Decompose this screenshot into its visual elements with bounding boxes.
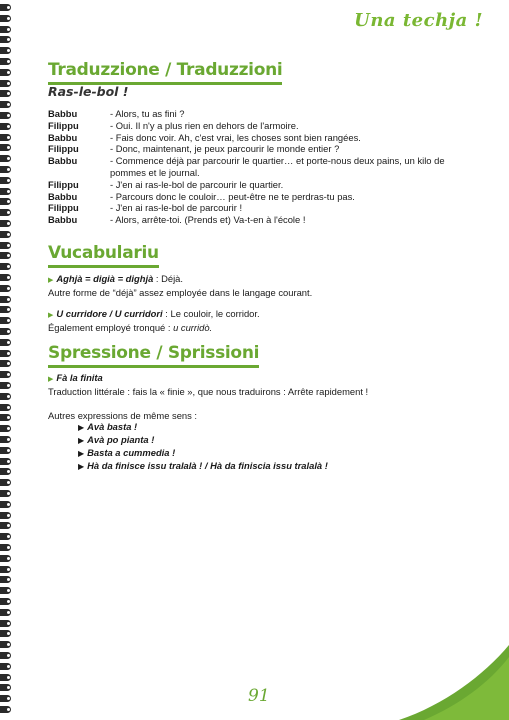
list-item [78,460,478,473]
spiral-ring [0,393,11,400]
spiral-ring [0,4,11,11]
speaker-line: - Donc, maintenant, je peux parcourir le monde entier ? [110,143,340,155]
spiral-ring [0,576,11,583]
speaker-name: Babbu [48,131,78,143]
spiral-ring [0,630,11,637]
speaker-name: Filippu [48,202,79,214]
spiral-ring [0,490,11,497]
spiral-ring [0,69,11,76]
dialogue [48,108,468,226]
vocab-definition: : Le couloir, le corridor. [162,308,260,319]
list-item-text: Avà po pianta ! [87,434,155,446]
vocab-note-prefix: Également employé tronqué : [48,321,174,333]
expression-term: Fà la finita [56,372,103,383]
spiral-ring [0,242,11,249]
expression-others-list [78,421,478,472]
spiral-ring [0,641,11,648]
list-item [78,447,478,460]
page-number: 91 [248,686,270,706]
spiral-ring [0,47,11,54]
section-title-vucabulariu: Vucabulariu [48,243,159,268]
spiral-ring [0,414,11,421]
corner-leaf-decoration [399,645,509,720]
spiral-ring [0,177,11,184]
spiral-ring [0,684,11,691]
spiral-ring [0,652,11,659]
dialogue-line [48,202,468,214]
triangle-bullet-icon: ▶ [48,277,54,284]
speaker-name: Filippu [48,143,79,155]
spiral-ring [0,620,11,627]
speaker-line: - J'en ai ras-le-bol de parcourir le quartier. [110,178,284,190]
vocab-definition: : Déjà. [153,273,183,284]
expression-others-intro: Autres expressions de même sens : [48,409,198,421]
spiral-ring [0,436,11,443]
spiral-ring [0,404,11,411]
notebook-spiral [0,0,16,720]
spiral-ring [0,112,11,119]
vocab-entry-1 [48,273,478,299]
spiral-ring [0,663,11,670]
speaker-name: Babbu [48,108,78,119]
spiral-ring [0,468,11,475]
arrow-bullet-icon: ▶ [78,461,85,471]
section-title-traduzzione: Traduzzione / Traduzzioni [48,60,282,85]
spiral-ring [0,285,11,292]
list-item-text: Avà basta ! [87,421,138,433]
speaker-line: - Fais donc voir. Ah, c'est vrai, les choses sont bien rangées. [110,131,361,143]
expression-translation: Traduction littérale : fais la « finie », que nous traduirons : Arrête rapidement ! [48,385,369,397]
dialogue-subtitle: Ras-le-bol ! [48,84,129,99]
spiral-ring [0,598,11,605]
speaker-name: Filippu [48,119,79,131]
triangle-bullet-icon: ▶ [48,376,54,383]
spiral-ring [0,26,11,33]
spiral-ring [0,522,11,529]
vocab-term: U curridore / U curridori [56,308,163,319]
vocab-note: Autre forme de “déjà” assez employée dans le langage courant. [48,286,313,298]
spiral-ring [0,144,11,151]
speaker-name: Babbu [48,155,78,167]
speaker-line: - Alors, tu as fini ? [110,108,185,119]
dialogue-line [48,108,468,120]
arrow-bullet-icon: ▶ [78,448,85,458]
speaker-name: Babbu [48,190,78,202]
spiral-ring [0,90,11,97]
list-item-text: Basta a cummedia ! [87,446,176,458]
spiral-ring [0,188,11,195]
spiral-ring [0,501,11,508]
section-title-spressione: Spressione / Sprissioni [48,343,259,368]
spiral-ring [0,296,11,303]
dialogue-line [48,179,468,191]
spiral-ring [0,263,11,270]
spiral-ring [0,306,11,313]
vocab-note-italic: u curridò. [173,321,213,333]
spiral-ring [0,328,11,335]
spiral-ring [0,274,11,281]
spiral-ring [0,123,11,130]
dialogue-line [48,132,468,144]
spiral-ring [0,512,11,519]
vocab-entry-2 [48,308,478,334]
arrow-bullet-icon: ▶ [78,423,85,433]
spiral-ring [0,339,11,346]
header-logo: Una techja ! [354,10,483,31]
spiral-ring [0,609,11,616]
spiral-ring [0,566,11,573]
speaker-line: - Parcours donc le couloir… peut-être ne te perdras-tu pas. [110,190,355,202]
vocab-term: Aghjà = digià = dighjà [56,273,154,284]
spiral-ring [0,134,11,141]
dialogue-line [48,214,468,226]
spiral-ring [0,80,11,87]
speaker-line: - Alors, arrête-toi. (Prends et) Va-t-en à l'école ! [110,214,306,226]
spiral-ring [0,252,11,259]
spiral-ring [0,674,11,681]
spiral-ring [0,231,11,238]
list-item [78,421,478,434]
speaker-line: - Commence déjà par parcourir le quartier… et porte-nous deux pains, un kilo de pommes et le journal. [110,155,445,178]
dialogue-line [48,155,468,179]
spiral-ring [0,371,11,378]
list-item [78,434,478,447]
spiral-ring [0,166,11,173]
spiral-ring [0,533,11,540]
spiral-ring [0,447,11,454]
spiral-ring [0,58,11,65]
spiral-ring [0,101,11,108]
dialogue-line [48,191,468,203]
expression-entry [48,372,478,473]
spiral-ring [0,479,11,486]
spiral-ring [0,36,11,43]
spiral-ring [0,198,11,205]
spiral-ring [0,360,11,367]
spiral-ring [0,382,11,389]
spiral-ring [0,317,11,324]
speaker-line: - Oui. Il n'y a plus rien en dehors de l'armoire. [110,119,299,131]
speaker-name: Babbu [48,214,78,226]
spiral-ring [0,695,11,702]
spiral-ring [0,555,11,562]
spiral-ring [0,220,11,227]
spiral-ring [0,425,11,432]
spiral-ring [0,458,11,465]
dialogue-line [48,120,468,132]
spiral-ring [0,15,11,22]
spiral-ring [0,209,11,216]
spiral-ring [0,587,11,594]
list-item-text: Hà da finisce issu tralalà ! / Hà da finiscia issu tralalà ! [87,459,328,471]
spiral-ring [0,155,11,162]
speaker-line: - J'en ai ras-le-bol de parcourir ! [110,202,243,214]
spiral-ring [0,544,11,551]
spiral-ring [0,350,11,357]
triangle-bullet-icon: ▶ [48,312,54,319]
arrow-bullet-icon: ▶ [78,436,85,446]
spiral-ring [0,706,11,713]
dialogue-line [48,143,468,155]
speaker-name: Filippu [48,178,79,190]
